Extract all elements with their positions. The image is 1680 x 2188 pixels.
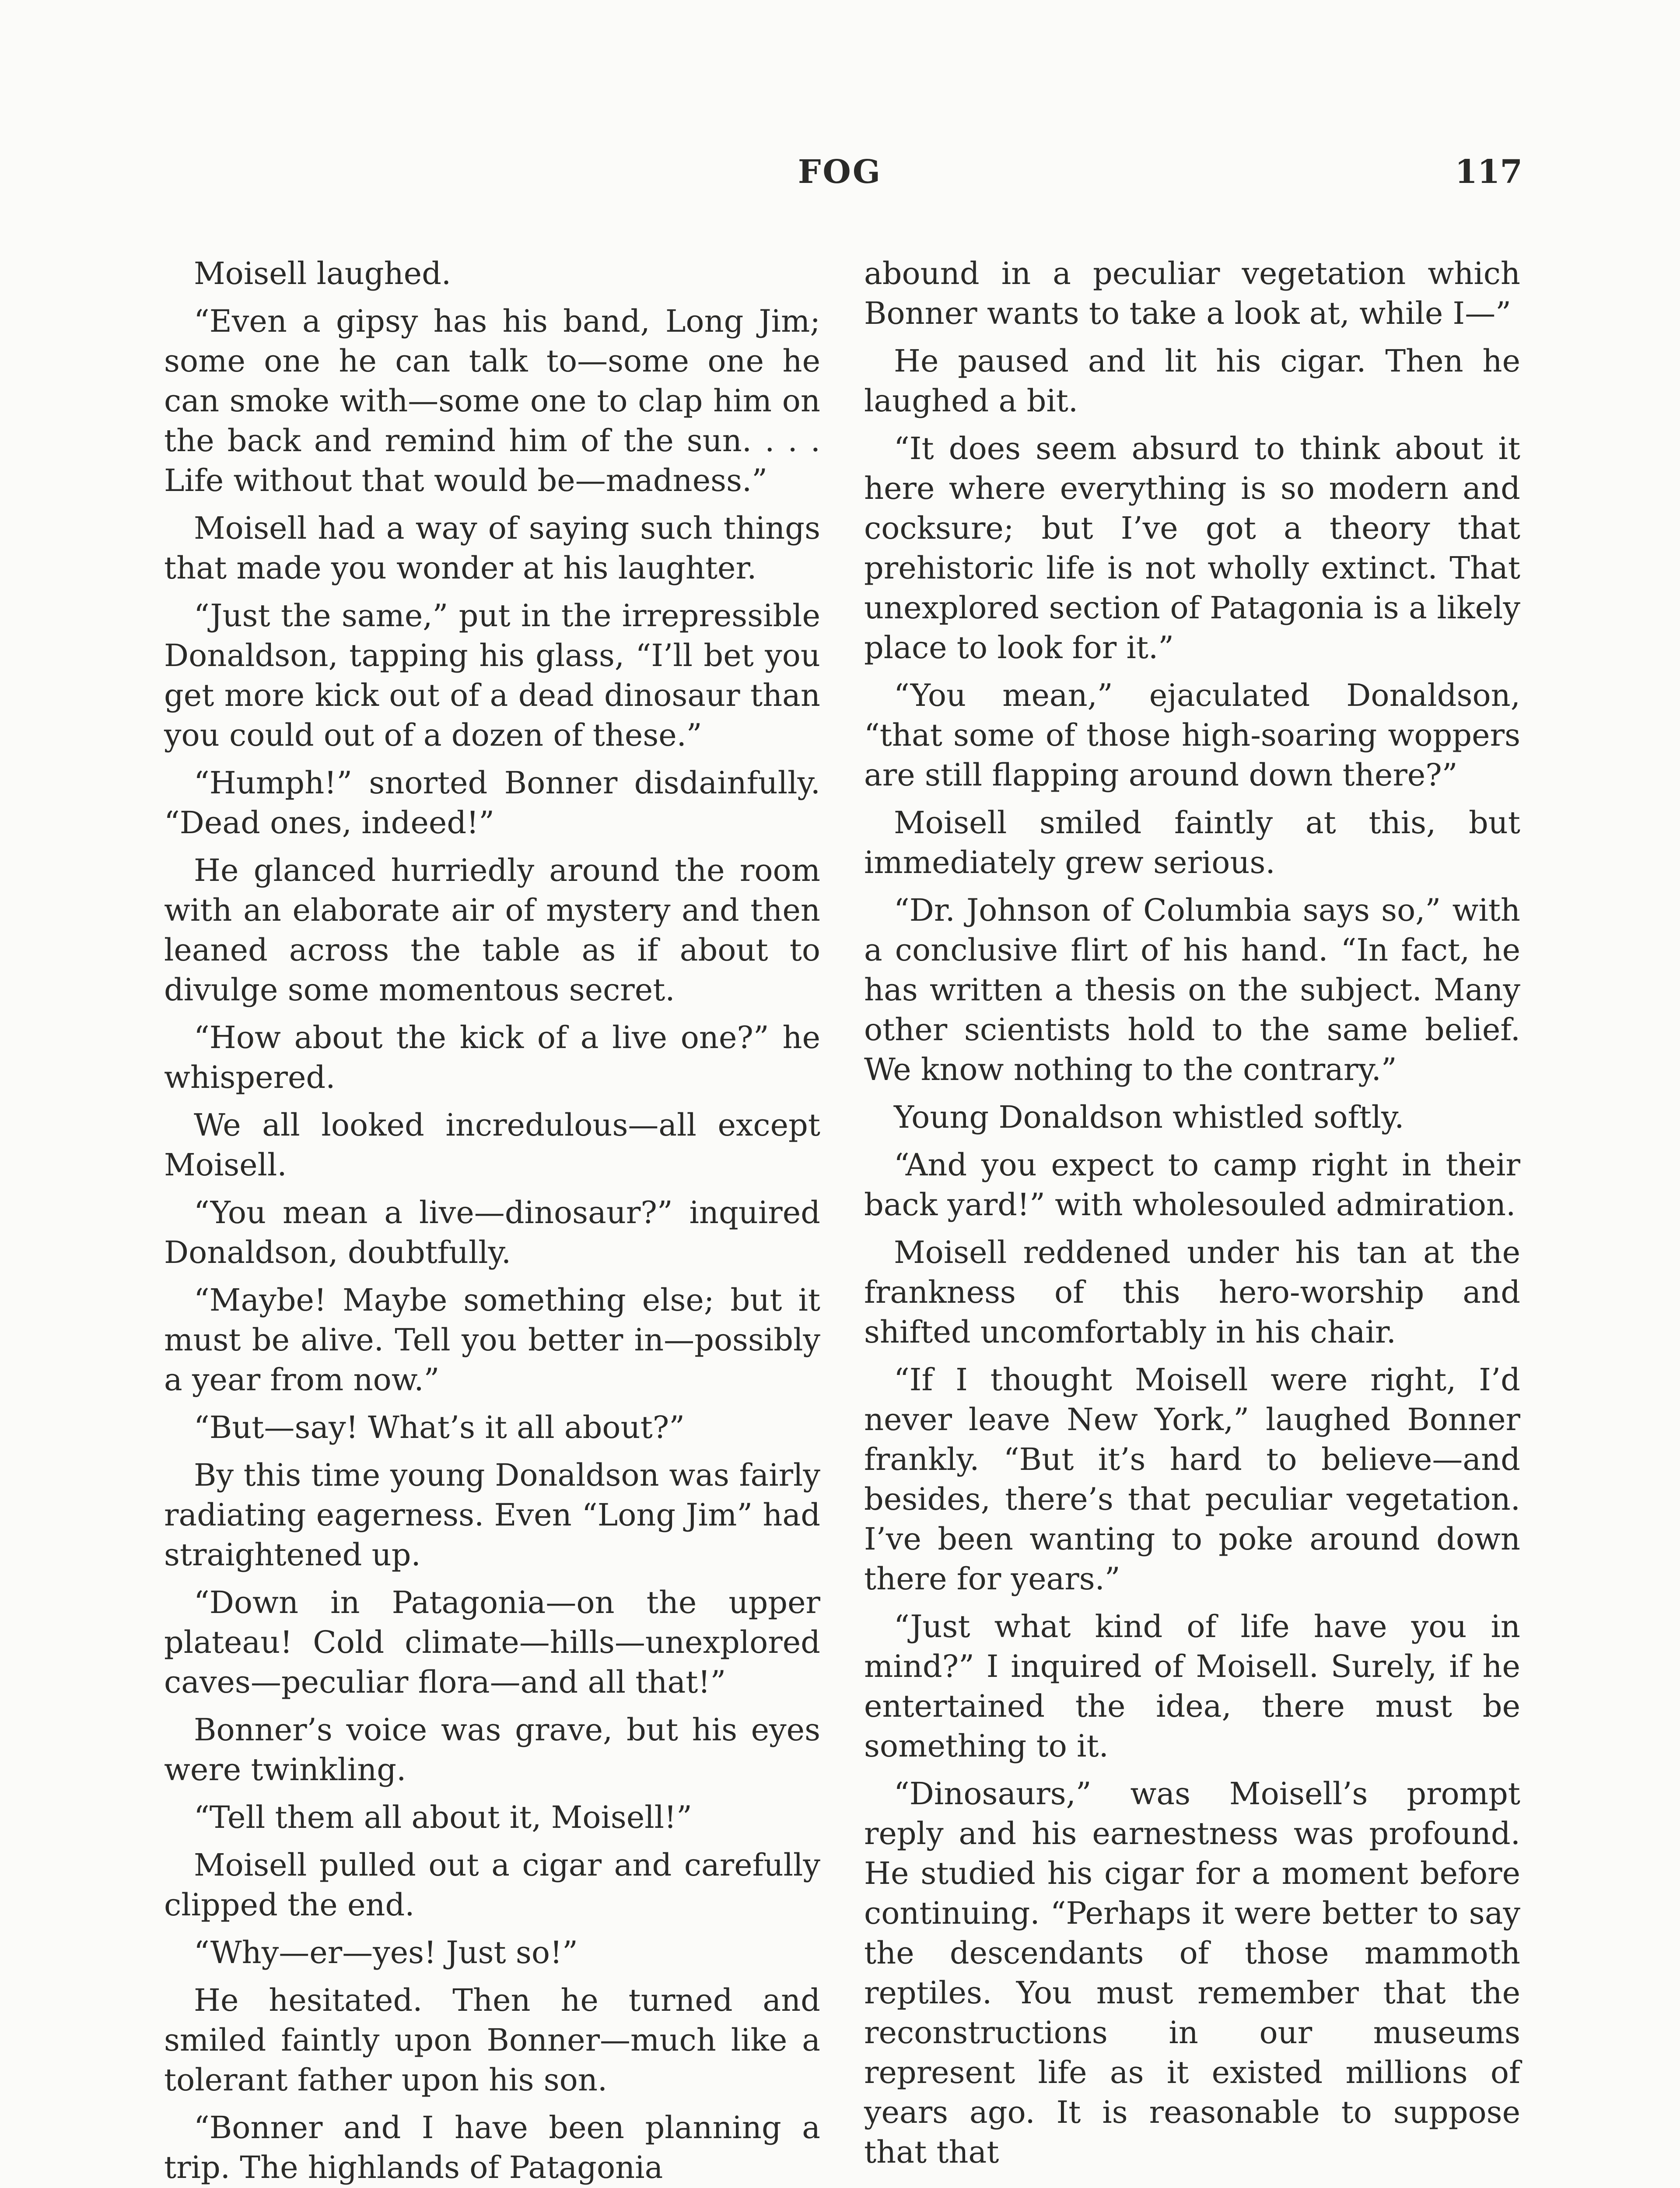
paragraph: abound in a peculiar vegetation which Bonner wants to take a look at, while I—” bbox=[864, 256, 1520, 331]
paragraph: Bonner’s voice was grave, but his eyes were twinkling. bbox=[164, 1712, 820, 1788]
paragraph: “Bonner and I have been planning a trip. The highlands of Patagonia bbox=[164, 2110, 820, 2185]
paragraph: “Maybe! Maybe something else; but it must be alive. Tell you better in—possibly a year from now.” bbox=[164, 1282, 820, 1398]
running-head bbox=[0, 153, 1680, 201]
paragraph: Moisell pulled out a cigar and carefully clipped the end. bbox=[164, 1847, 820, 1923]
paragraph: “Even a gipsy has his band, Long Jim; some one he can talk to—some one he can smoke with—some one to clap him on the back and remind him of the sun. . . . Life without that would be—madness.” bbox=[164, 303, 820, 498]
right-text-column bbox=[864, 254, 1520, 2180]
paragraph: Moisell reddened under his tan at the frankness of this hero-worship and shifted uncomfortably in his chair. bbox=[864, 1234, 1520, 1350]
paragraph: “Dr. Johnson of Columbia says so,” with a conclusive flirt of his hand. “In fact, he has written a thesis on the subject. Many other scientists hold to the same belief. We know nothing to the contrary.” bbox=[864, 892, 1520, 1087]
paragraph: We all looked incredulous—all except Moisell. bbox=[164, 1107, 820, 1183]
page-number: 117 bbox=[1455, 153, 1522, 191]
paragraph: “Just the same,” put in the irrepressible Donaldson, tapping his glass, “I’ll bet you get more kick out of a dead dinosaur than you could out of a dozen of these.” bbox=[164, 598, 820, 753]
paragraph: “How about the kick of a live one?” he whispered. bbox=[164, 1020, 820, 1095]
paragraph: “But—say! What’s it all about?” bbox=[194, 1410, 685, 1445]
paragraph: “You mean a live—dinosaur?” inquired Donaldson, doubtfully. bbox=[164, 1195, 820, 1270]
chapter-title: FOG bbox=[798, 153, 882, 191]
paragraph: “And you expect to camp right in their back yard!” with wholesouled admiration. bbox=[864, 1147, 1520, 1223]
paragraph: He glanced hurriedly around the room with an elaborate air of mystery and then leaned across the table as if about to divulge some momentous secret. bbox=[164, 852, 820, 1008]
paragraph: Moisell smiled faintly at this, but immediately grew serious. bbox=[864, 805, 1520, 880]
paragraph: “Down in Patagonia—on the upper plateau! Cold climate—hills—unexplored caves—peculiar flora—and all that!” bbox=[164, 1585, 820, 1700]
left-text-column bbox=[164, 254, 820, 2188]
paragraph: Young Donaldson whistled softly. bbox=[894, 1099, 1404, 1135]
paragraph: He hesitated. Then he turned and smiled faintly upon Bonner—much like a tolerant father upon his son. bbox=[164, 1982, 820, 2098]
paragraph: “You mean,” ejaculated Donaldson, “that some of those high-soaring woppers are still flapping around down there?” bbox=[864, 677, 1520, 793]
paragraph: “Just what kind of life have you in mind?” I inquired of Moisell. Surely, if he entertained the idea, there must be something to it. bbox=[864, 1609, 1520, 1764]
paragraph: He paused and lit his cigar. Then he laughed a bit. bbox=[864, 343, 1520, 419]
paragraph: Moisell laughed. bbox=[194, 256, 452, 291]
paragraph: “Dinosaurs,” was Moisell’s prompt reply and his earnestness was profound. He studied his cigar for a moment before continuing. “Perhaps it were better to say the descendants of those mammoth reptiles. You must remember that the reconstructions in our museums represent life as it existed millions of years ago. It is reasonable to suppose that that bbox=[864, 1776, 1520, 2170]
paragraph: “If I thought Moisell were right, I’d never leave New York,” laughed Bonner frankly. “But it’s hard to believe—and besides, there’s that peculiar vegetation. I’ve been wanting to poke around down there for years.” bbox=[864, 1362, 1520, 1597]
paragraph: By this time young Donaldson was fairly radiating eagerness. Even “Long Jim” had straightened up. bbox=[164, 1457, 820, 1573]
paragraph: “Why—er—yes! Just so!” bbox=[194, 1935, 578, 1971]
paragraph: “It does seem absurd to think about it here where everything is so modern and cocksure; but I’ve got a theory that prehistoric life is not wholly extinct. That unexplored section of Patagonia is a likely place to look for it.” bbox=[864, 431, 1520, 666]
paragraph: “Tell them all about it, Moisell!” bbox=[194, 1799, 692, 1835]
paragraph: Moisell had a way of saying such things that made you wonder at his laughter. bbox=[164, 510, 820, 586]
paragraph: “Humph!” snorted Bonner disdainfully. “Dead ones, indeed!” bbox=[164, 765, 820, 841]
